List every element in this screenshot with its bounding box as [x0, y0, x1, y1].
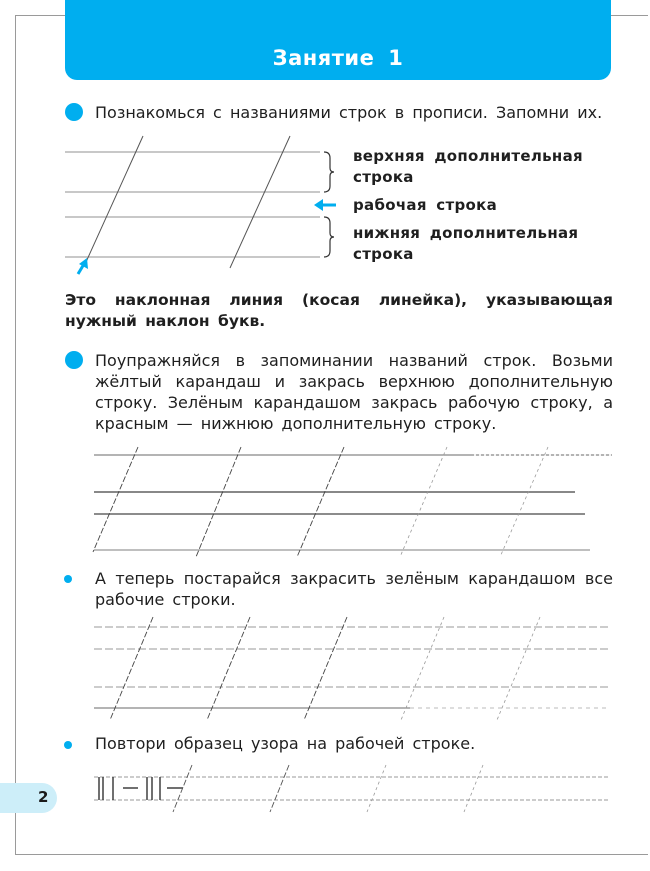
- label-lower-extra-line-2: строка: [353, 245, 414, 263]
- label-working-line: рабочая строка: [353, 196, 498, 214]
- section2-instruction: Поупражняйся в запоминании названий строк. Возьми жёлтый карандаш и закрась верхнюю дополнительную строку. Зелёным карандашом закрась рабочую строку, а красным — нижнюю дополнительную строку.: [95, 351, 613, 433]
- page-number: 2: [38, 788, 49, 806]
- pattern-sample: [99, 777, 183, 800]
- slant-line-note: Это наклонная линия (косая линейка), указывающая нужный наклон букв.: [65, 291, 613, 330]
- lesson-title: Занятие 1: [272, 46, 404, 70]
- label-lower-extra-line: нижняя дополнительная: [353, 224, 579, 242]
- page-number-badge: [0, 783, 57, 813]
- label-upper-extra-line-2: строка: [353, 168, 414, 186]
- section1-instruction: Познакомься с названиями строк в прописи. Запомни их.: [95, 103, 603, 122]
- label-upper-extra-line: верхняя дополнительная: [353, 147, 583, 165]
- section3-instruction: А теперь постарайся закрасить зелёным карандашом все рабочие строки.: [95, 569, 613, 609]
- section4-instruction: Повтори образец узора на рабочей строке.: [95, 734, 476, 753]
